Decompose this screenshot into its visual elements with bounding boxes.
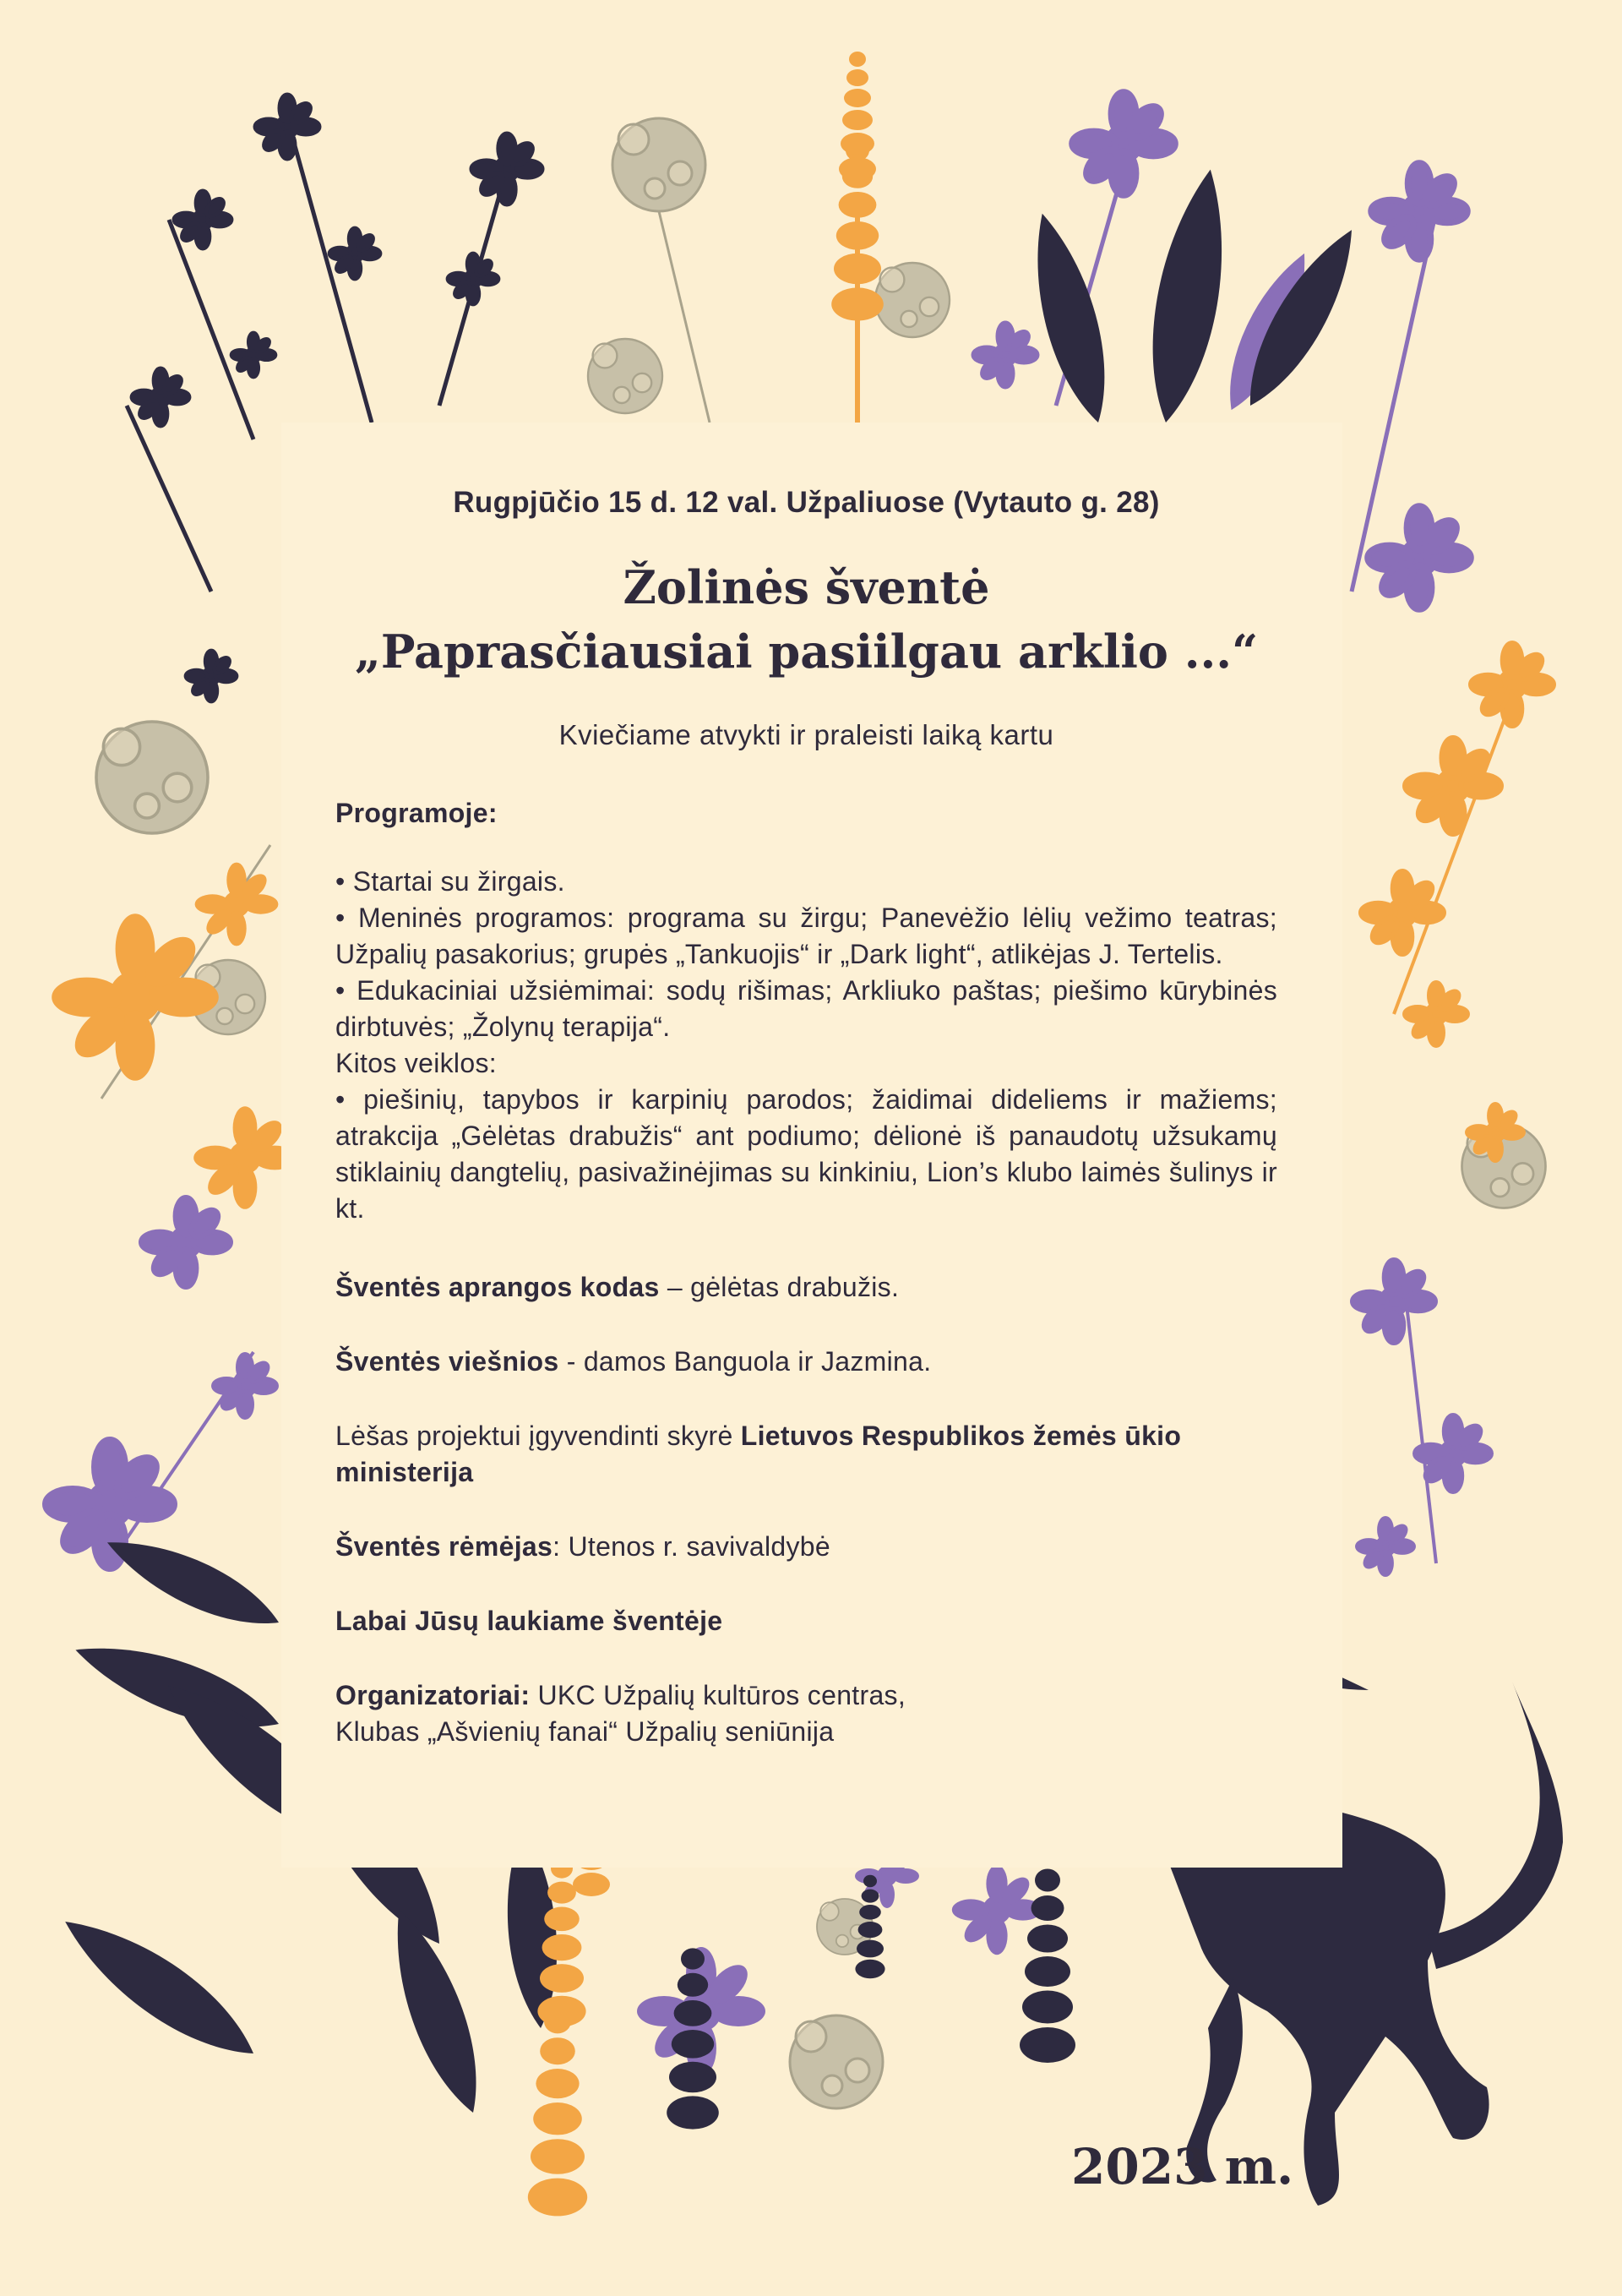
funding-org: Lietuvos Respublikos žemės ūkio ministerija bbox=[335, 1421, 1182, 1487]
event-title-line1: Žolinės šventė bbox=[623, 560, 990, 614]
invitation-content bbox=[335, 486, 1277, 1750]
sponsor bbox=[335, 1529, 1277, 1565]
sponsor-label: Šventės rėmėjas bbox=[335, 1531, 553, 1562]
purple-flowers-left bbox=[46, 1197, 277, 1568]
orange-flowers-left bbox=[52, 863, 297, 1209]
funding-text: Lėšas projektui įgyvendinti skyrė bbox=[335, 1421, 741, 1451]
event-title-line2: „Paprasčiausiai pasiilgau arklio ...“ bbox=[354, 624, 1259, 679]
program-item: • piešinių, tapybos ir karpinių parodos; žaidimai dideliems ir mažiems; atrakcija „Gėlėtas drabužis“ ant podiumo; dėlionė iš panaudotų užsukamų stiklainių dangtelių, pasivažinėjimas su kinkiniu, Lion’s klubo laimės šulinys ir kt. bbox=[335, 1084, 1277, 1224]
dress-code-label: Šventės aprangos kodas bbox=[335, 1272, 660, 1302]
organizers-label: Organizatoriai: bbox=[335, 1680, 531, 1710]
event-year: 2023 m. bbox=[1071, 2138, 1294, 2195]
guests bbox=[335, 1344, 1277, 1380]
organizers-line2: Klubas „Ašvienių fanai“ Užpalių seniūnija bbox=[335, 1716, 835, 1747]
event-info bbox=[335, 1269, 1277, 1750]
program-heading: Programoje: bbox=[335, 798, 498, 828]
purple-flowers-right bbox=[1353, 1260, 1492, 1576]
program-list bbox=[335, 864, 1277, 1227]
program-item: Kitos veiklos: bbox=[335, 1048, 497, 1078]
dress-code bbox=[335, 1269, 1277, 1306]
invitation-text: Kviečiame atvykti ir praleisti laiką kartu bbox=[558, 719, 1054, 750]
navy-leaves-top-right bbox=[1018, 164, 1373, 428]
organizers bbox=[335, 1677, 1277, 1750]
orange-flower-spike-top bbox=[831, 52, 884, 423]
welcome-text bbox=[335, 1603, 1277, 1639]
event-date-location: Rugpjūčio 15 d. 12 val. Užpaliuose (Vytauto g. 28) bbox=[453, 486, 1160, 519]
dress-code-value: – gėlėtas drabužis. bbox=[659, 1272, 900, 1302]
organizers-line1: UKC Užpalių kultūros centras, bbox=[530, 1680, 906, 1710]
funding bbox=[335, 1418, 1277, 1491]
program-item: • Startai su žirgais. bbox=[335, 866, 565, 897]
program-item: • Edukaciniai užsiėmimai: sodų rišimas; Arkliuko paštas; piešimo kūrybinės dirbtuvės; „Žolynų terapija“. bbox=[335, 975, 1277, 1042]
program-item: • Meninės programos: programa su žirgu; Panevėžio lėlių vežimo teatras; Užpalių pasakorius; grupės „Tankuojis“ ir „Dark light“, atlikėjas J. Tertelis. bbox=[335, 903, 1277, 969]
sponsor-value: : Utenos r. savivaldybė bbox=[552, 1531, 830, 1562]
orange-flowers-right bbox=[1361, 643, 1554, 1162]
welcome-label: Labai Jūsų laukiame šventėje bbox=[335, 1606, 723, 1636]
guests-value: - damos Banguola ir Jazmina. bbox=[558, 1346, 932, 1377]
event-title bbox=[335, 555, 1277, 684]
guests-label: Šventės viešnios bbox=[335, 1346, 559, 1377]
